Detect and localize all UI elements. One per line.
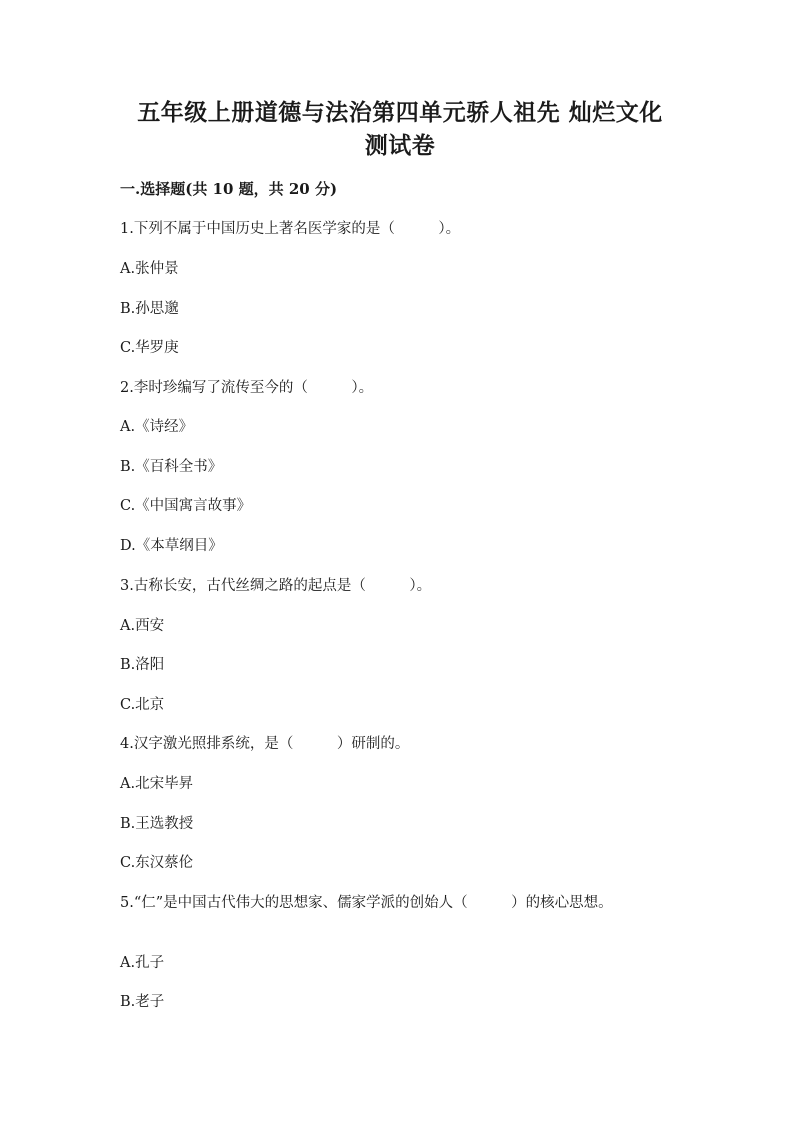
- question-5-option-b: B.老子: [120, 994, 165, 1010]
- question-4-stem: 4.汉字激光照排系统，是（ ）研制的。: [120, 736, 410, 752]
- question-5-stem: 5.“仁”是中国古代伟大的思想家、儒家学派的创始人（ ）的核心思想。: [120, 895, 613, 911]
- question-4-option-c: C.东汉蔡伦: [120, 855, 194, 871]
- question-1-option-a: A.张仲景: [120, 261, 179, 277]
- section-heading: 一.选择题(共 10 题，共 20 分): [120, 180, 338, 198]
- page-title: 五年级上册道德与法治第四单元骄人祖先 灿烂文化: [137, 99, 663, 126]
- question-3-option-b: B.洛阳: [120, 657, 165, 673]
- question-3-stem: 3.古称长安，古代丝绸之路的起点是（ ）。: [120, 578, 432, 594]
- question-1-option-b: B.孙思邈: [120, 301, 179, 317]
- question-1-option-c: C.华罗庚: [120, 340, 179, 356]
- question-2-option-c: C.《中国寓言故事》: [120, 498, 252, 514]
- question-2-stem: 2.李时珍编写了流传至今的（ ）。: [120, 380, 374, 396]
- question-5-option-a: A.孔子: [120, 955, 165, 971]
- page-title-continued: 测试卷: [364, 132, 436, 159]
- question-2-option-d: D.《本草纲目》: [120, 538, 223, 554]
- question-2-option-b: B.《百科全书》: [120, 459, 223, 475]
- question-2-option-a: A.《诗经》: [120, 419, 194, 435]
- question-3-option-c: C.北京: [120, 697, 165, 713]
- question-1-stem: 1.下列不属于中国历史上著名医学家的是（ ）。: [120, 221, 461, 237]
- question-4-option-b: B.王选教授: [120, 816, 194, 832]
- question-4-option-a: A.北宋毕昇: [120, 776, 194, 792]
- question-3-option-a: A.西安: [120, 618, 165, 634]
